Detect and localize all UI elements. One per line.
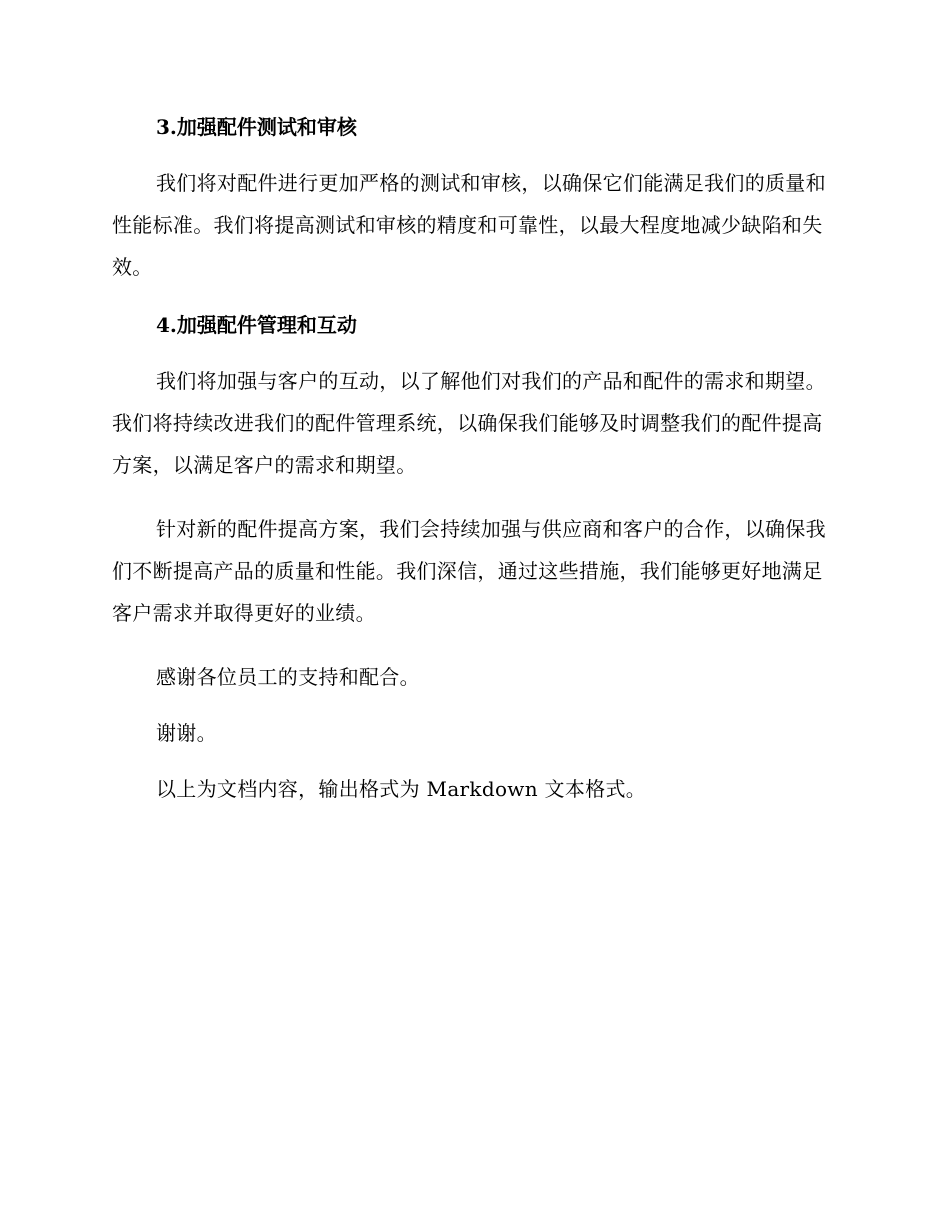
document-body	[112, 112, 832, 824]
sign-off-line: 谢谢。	[156, 721, 217, 745]
section-4-paragraph: 我们将加强与客户的互动，以了解他们对我们的产品和配件的需求和期望。我们将持续改进我们的配件管理系统，以确保我们能够及时调整我们的配件提高方案，以满足客户的需求和期望。	[112, 369, 826, 477]
format-note-line: 以上为文档内容，输出格式为 Markdown 文本格式。	[156, 777, 647, 801]
section-4-heading: 4.加强配件管理和互动	[156, 313, 357, 337]
thanks-line: 感谢各位员工的支持和配合。	[156, 665, 420, 689]
closing-paragraph: 针对新的配件提高方案，我们会持续加强与供应商和客户的合作，以确保我们不断提高产品的质量和性能。我们深信，通过这些措施，我们能够更好地满足客户需求并取得更好的业绩。	[112, 517, 826, 625]
section-3-paragraph: 我们将对配件进行更加严格的测试和审核，以确保它们能满足我们的质量和性能标准。我们将提高测试和审核的精度和可靠性，以最大程度地减少缺陷和失效。	[112, 171, 826, 279]
section-3-heading: 3.加强配件测试和审核	[156, 115, 357, 139]
